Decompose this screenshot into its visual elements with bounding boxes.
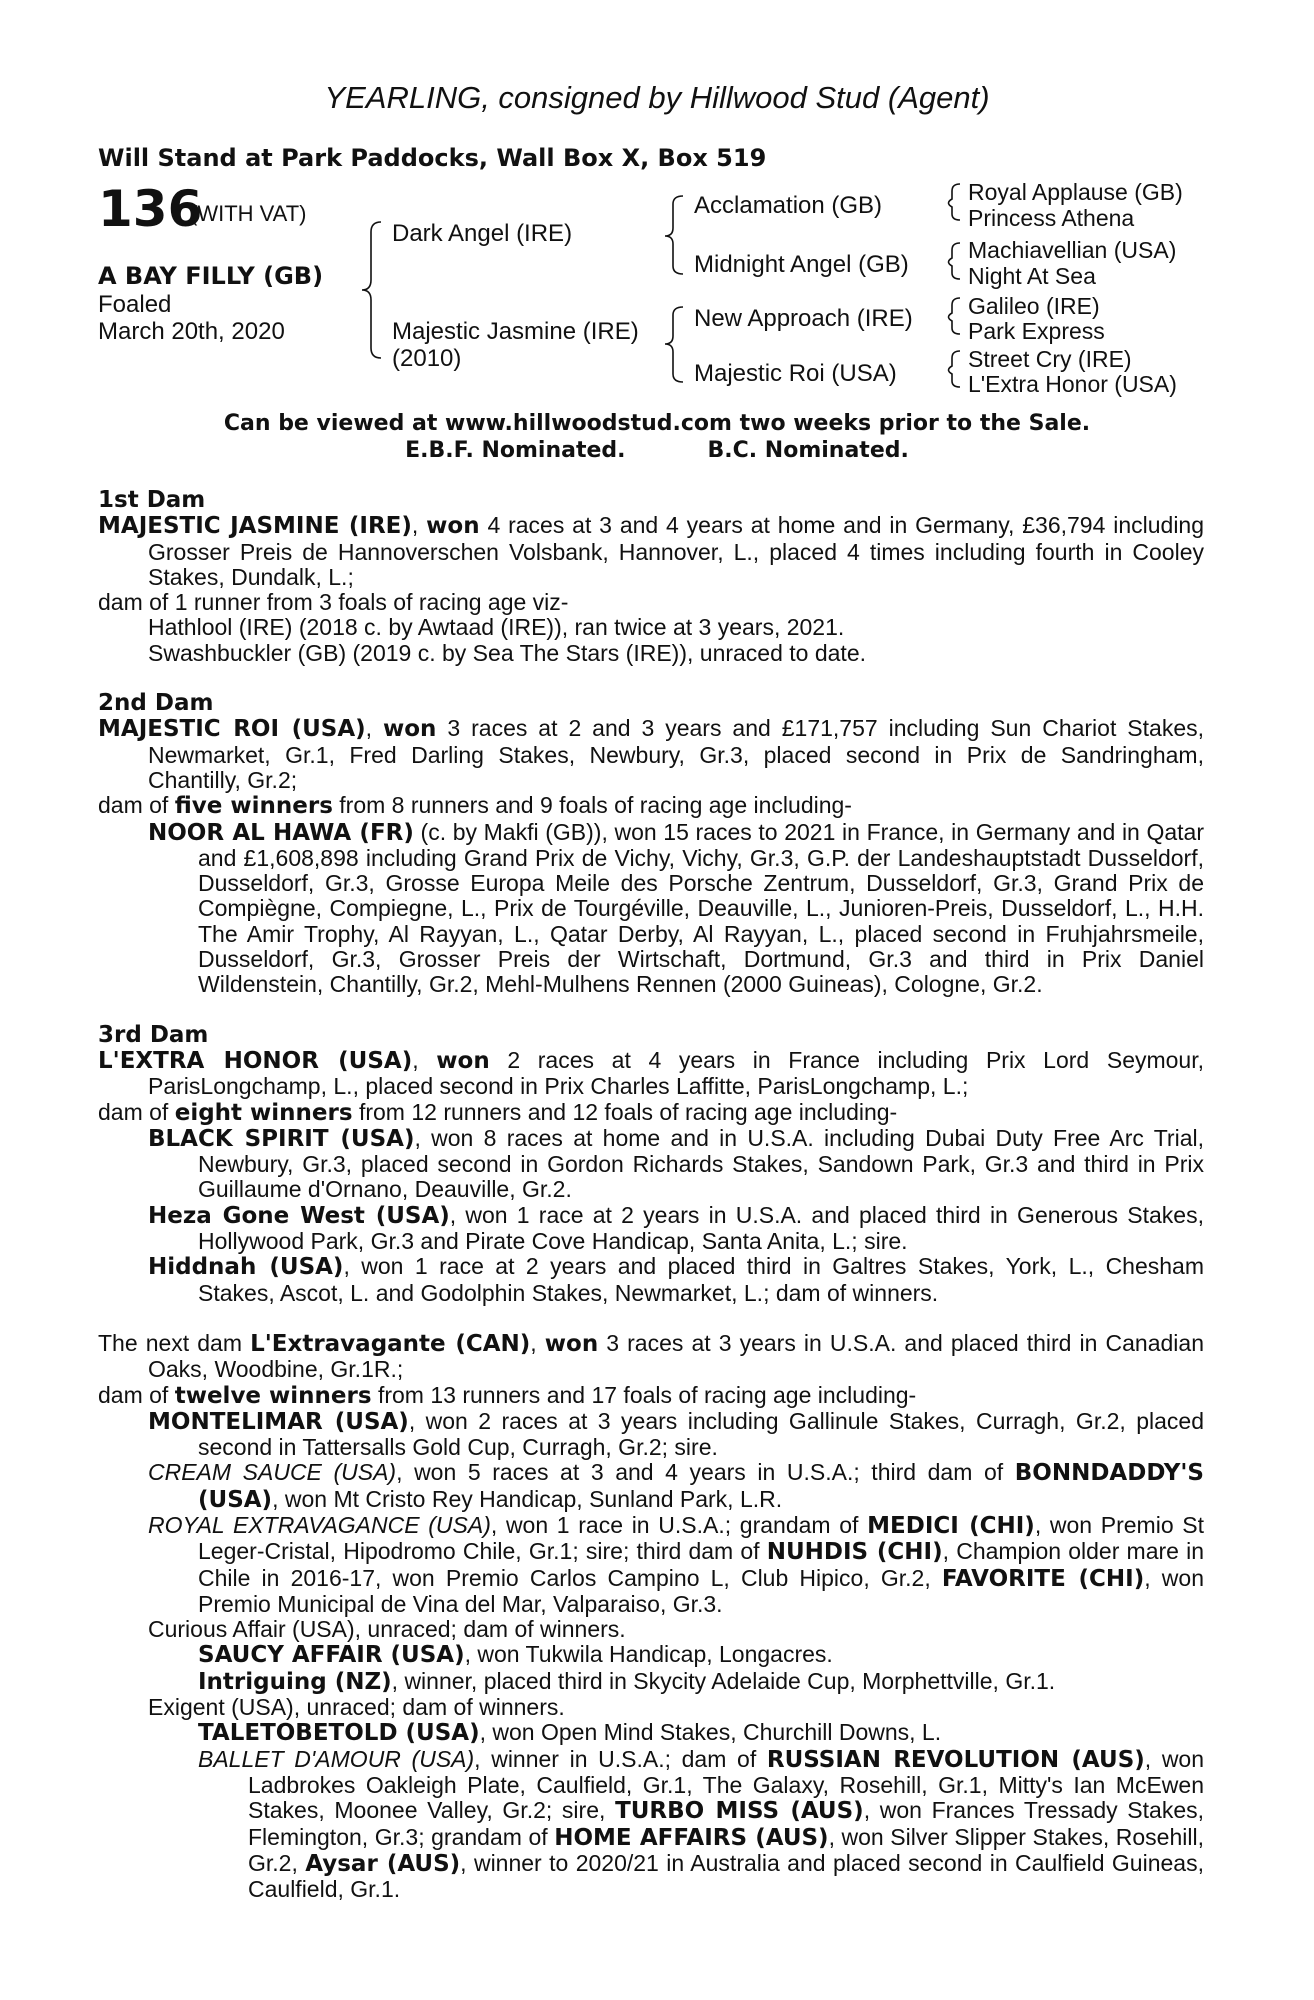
won-label: won <box>426 513 480 540</box>
bracket-ss <box>949 184 961 220</box>
foaled-date: March 20th, 2020 <box>98 318 285 345</box>
ped-dam: Majestic Jasmine (IRE) <box>392 318 639 345</box>
bracket-dd <box>949 351 961 387</box>
bracket-dam <box>665 307 683 382</box>
second-dam-produce-line: dam of five winners from 8 runners and 9 foals of racing age including- <box>98 792 852 820</box>
third-dam-record: L'EXTRA HONOR (USA), won 2 races at 4 years in France including Prix Lord Seymour, ParisLongchamp, L., placed second in Prix Charles Laffitte, ParisLongchamp, L.; <box>98 1046 1205 1100</box>
won-label: won <box>436 1047 490 1074</box>
ebf-nominated: E.B.F. Nominated. <box>405 438 626 463</box>
produce-taletobetold: TALETOBETOLD (USA), won Open Mind Stakes, Churchill Downs, L. <box>198 1719 942 1747</box>
produce-intriguing: Intriguing (NZ), winner, placed third in Skycity Adelaide Cup, Morphettville, Gr.1. <box>198 1667 1056 1695</box>
produce-item: Hathlool (IRE) (2018 c. by Awtaad (IRE)), ran twice at 3 years, 2021. <box>148 614 845 641</box>
first-dam-heading: 1st Dam <box>98 487 206 513</box>
ped-dam-sire: New Approach (IRE) <box>694 305 913 332</box>
catalogue-body <box>98 488 1204 1902</box>
bc-nominated: B.C. Nominated. <box>707 438 909 463</box>
produce-saucy-affair: SAUCY AFFAIR (USA), won Tukwila Handicap, Longacres. <box>198 1641 833 1669</box>
horse-name: A BAY FILLY (GB) <box>98 262 324 290</box>
second-dam-record: MAJESTIC ROI (USA), won 3 races at 2 and 3 years and £171,757 including Sun Chariot Stakes, Newmarket, Gr.1, Fred Darling Stakes, Newbury, Gr.3, placed second in Prix de Sandringham, Chantilly, Gr.2; <box>98 715 1204 793</box>
ped-sss: Royal Applause (GB) <box>968 179 1183 205</box>
produce-curious-affair: Curious Affair (USA), unraced; dam of winners. <box>148 1616 626 1643</box>
next-dam-record: The next dam L'Extravagante (CAN), won 3 races at 3 years in U.S.A. and placed third in Canadian Oaks, Woodbine, Gr.1R.; <box>98 1329 1204 1383</box>
ped-dam-dam: Majestic Roi (USA) <box>694 360 897 387</box>
ped-sdd: Night At Sea <box>968 263 1096 289</box>
stand-location: Will Stand at Park Paddocks, Wall Box X, Box 519 <box>98 144 767 172</box>
ped-ssd: Princess Athena <box>968 205 1135 231</box>
third-dam-produce-line: dam of eight winners from 12 runners and 12 foals of racing age including- <box>98 1098 898 1126</box>
first-dam-record: MAJESTIC JASMINE (IRE), won 4 races at 3 and 4 years at home and in Germany, £36,794 including Grosser Preis de Hannoverschen Volsbank, Hannover, L., placed 4 times including fourth in Cooley Stakes, Dundalk, L.; <box>98 512 1205 590</box>
ped-dds: Street Cry (IRE) <box>968 346 1132 372</box>
catalogue-header: YEARLING, consigned by Hillwood Stud (Agent) <box>324 80 990 115</box>
nomination-line <box>0 437 1314 464</box>
ped-dss: Galileo (IRE) <box>968 293 1100 319</box>
ped-ddd: L'Extra Honor (USA) <box>968 371 1177 397</box>
bracket-main <box>362 222 381 358</box>
lot-number: 136 <box>98 180 203 238</box>
produce-hiddnah: Hiddnah (USA), won 1 race at 2 years and placed third in Galtres Stakes, York, L., Chesham Stakes, Ascot, L. and Godolphin Stakes, Newmarket, L.; dam of winners. <box>148 1253 1205 1306</box>
third-dam-text: 2 races at 4 years in France including Prix Lord Seymour, ParisLongchamp, L., placed second in Prix Charles Laffitte, ParisLongchamp, L.; <box>148 1046 1205 1100</box>
produce-montelimar: MONTELIMAR (USA), won 2 races at 3 years including Gallinule Stakes, Curragh, Gr.2, placed second in Tattersalls Gold Cup, Curragh, Gr.2; sire. <box>148 1407 1204 1461</box>
bracket-ds <box>949 298 961 334</box>
first-dam-text: 4 races at 3 and 4 years at home and in Germany, £36,794 including Grosser Preis de Hannoverschen Volsbank, Hannover, L., placed 4 times including fourth in Cooley Stakes, Dundalk, L.; <box>148 512 1205 590</box>
foaled-label: Foaled <box>98 291 172 318</box>
first-dam-produce-line: dam of 1 runner from 3 foals of racing age viz- <box>98 589 569 616</box>
second-dam-text: 3 races at 2 and 3 years and £171,757 including Sun Chariot Stakes, Newmarket, Gr.1, Fred Darling Stakes, Newbury, Gr.3, placed second in Prix de Sandringham, Chantilly, Gr.2; <box>148 715 1204 793</box>
next-dam-name: L'Extravagante (CAN) <box>250 1330 531 1357</box>
produce-exigent: Exigent (USA), unraced; dam of winners. <box>148 1694 565 1721</box>
produce-royal-extravagance: ROYAL EXTRAVAGANCE (USA), won 1 race in U.S.A.; grandam of MEDICI (CHI), won Premio St Leger-Cristal, Hipodromo Chile, Gr.1; sire; third dam of NUHDIS (CHI), Champion older mare in Chile in 2016-17, won Premio Carlos Campino L, Club Hipico, Gr.2, FAVORITE (CHI), won Premio Municipal de Vina del Mar, Valparaiso, Gr.3. <box>148 1511 1205 1617</box>
produce-cream-sauce: CREAM SAUCE (USA), won 5 races at 3 and 4 years in U.S.A.; third dam of BONNDADDY'S (USA), won Mt Cristo Rey Handicap, Sunland Park, L.R. <box>148 1459 1204 1513</box>
produce-item: Swashbuckler (GB) (2019 c. by Sea The Stars (IRE)), unraced to date. <box>148 639 867 666</box>
ped-dam-year: (2010) <box>392 345 462 372</box>
produce-ballet-damour: BALLET D'AMOUR (USA), winner in U.S.A.; dam of RUSSIAN REVOLUTION (AUS), won Ladbrokes Oakleigh Plate, Caulfield, Gr.1, The Galaxy, Rosehill, Gr.1, Mitty's Ian McEwen Stakes, Moonee Valley, Gr.2; sire, TURBO MISS (AUS), won Frances Tressady Stakes, Flemington, Gr.3; grandam of HOME AFFAIRS (AUS), won Silver Slipper Stakes, Rosehill, Gr.2, Aysar (AUS), winner to 2020/21 in Australia and placed second in Caulfield Guineas, Caulfield, Gr.1. <box>198 1745 1205 1903</box>
ped-sds: Machiavellian (USA) <box>968 237 1177 263</box>
vat-label: (WITH VAT) <box>190 201 307 226</box>
third-dam-heading: 3rd Dam <box>98 1021 209 1048</box>
next-dam-produce-line: dam of twelve winners from 13 runners and 17 foals of racing age including- <box>98 1381 917 1409</box>
bracket-sire <box>665 196 683 274</box>
sale-notes <box>0 410 1314 464</box>
ped-sire: Dark Angel (IRE) <box>392 220 573 247</box>
won-label: won <box>383 716 437 743</box>
second-dam-heading: 2nd Dam <box>98 690 214 717</box>
ped-sire-dam: Midnight Angel (GB) <box>694 251 909 278</box>
first-dam-name: MAJESTIC JASMINE (IRE) <box>98 513 412 540</box>
viewing-note: Can be viewed at www.hillwoodstud.com two weeks prior to the Sale. <box>223 411 1091 436</box>
second-dam-name: MAJESTIC ROI (USA) <box>98 716 366 743</box>
ped-dsd: Park Express <box>968 318 1105 344</box>
produce-heza-gone-west: Heza Gone West (USA), won 1 race at 2 years in U.S.A. and placed third in Generous Stakes, Hollywood Park, Gr.3 and Pirate Cove Handicap, Santa Anita, L.; sire. <box>148 1201 1204 1255</box>
third-dam-name: L'EXTRA HONOR (USA) <box>98 1047 413 1074</box>
bracket-sd <box>949 243 961 279</box>
produce-black-spirit: BLACK SPIRIT (USA), won 8 races at home and in U.S.A. including Dubai Duty Free Arc Trial, Newbury, Gr.3, placed second in Gordon Richards Stakes, Sandown Park, Gr.3 and third in Prix Guillaume d'Ornano, Deauville, Gr.2. <box>148 1124 1204 1203</box>
ped-sire-sire: Acclamation (GB) <box>694 192 883 219</box>
produce-noor-al-hawa: NOOR AL HAWA (FR) (c. by Makfi (GB)), won 15 races to 2021 in France, in Germany and in Qatar and £1,608,898 including Grand Prix de Vichy, Vichy, Gr.3, G.P. der Landeshauptstadt Dusseldorf, Dusseldorf, Gr.3, Grosse Europa Meile des Porsche Zentrum, Dusseldorf, Gr.3, Grand Prix de Compiègne, Compiegne, L., Prix de Tourgéville, Deauville, L., Junioren-Preis, Dusseldorf, L., H.H. The Amir Trophy, Al Rayyan, L., Qatar Derby, Al Rayyan, L., placed second in Fruhjahrsmeile, Dusseldorf, Gr.3, Grosser Preis der Wirtschaft, Dortmund, Gr.3 and third in Prix Daniel Wildenstein, Chantilly, Gr.2, Mehl-Mulhens Rennen (2000 Guineas), Cologne, Gr.2. <box>148 818 1205 998</box>
